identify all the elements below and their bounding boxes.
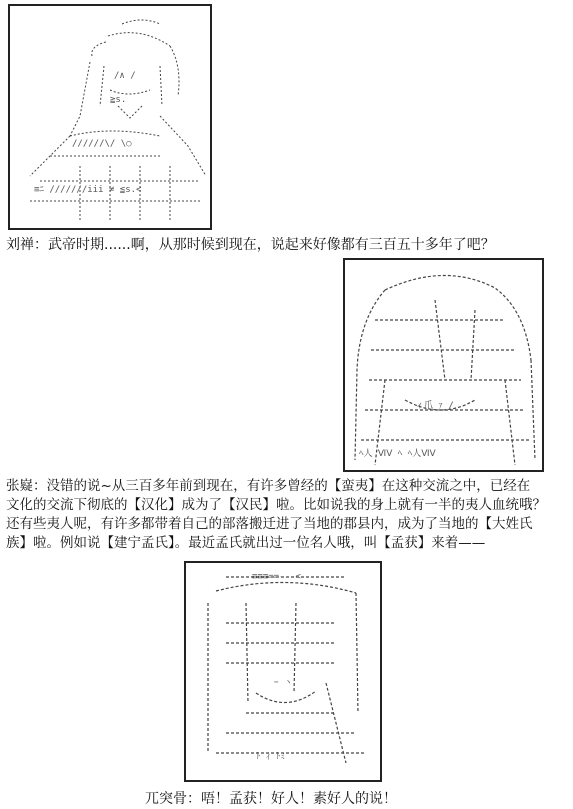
svg-text:ィ爪 ｧ /: ィ爪 ｧ /: [415, 401, 454, 411]
ascii-art-zhang-ni: [345, 260, 542, 470]
caption-zhang-ni-line-3: 还有些夷人呢，有许多都带着自己的部落搬迁进了当地的郡县内，成为了当地的【大姓氏: [6, 516, 533, 532]
svg-text:≡ﾆ ///////iii ≠ ≦s.<: ≡ﾆ ///////iii ≠ ≦s.<: [34, 185, 142, 195]
caption-zhang-ni-line-2: 文化的交流下彻底的【汉化】成为了【汉民】啦。比如说我的身上就有一半的夷人血统哦？: [6, 497, 546, 513]
caption-wutugu: 兀突骨：唔！孟获！好人！素好人的说！: [145, 791, 397, 807]
panel-wutugu: [184, 561, 382, 782]
svg-text:ｰ ヽ: ｰ ヽ: [274, 678, 293, 688]
svg-text://////\/ \○: //////\/ \○: [72, 139, 132, 149]
caption-liu-shan: 刘禅：武帝时期......啊，从那时候到现在，说起来好像都有三百五十多年了吧？: [6, 237, 495, 253]
svg-text:ﾍ人 ⅥⅤ ﾍ ﾍ人ⅥⅤ: ﾍ人 ⅥⅤ ﾍ ﾍ人ⅥⅤ: [359, 449, 436, 459]
ascii-art-wutugu: [186, 563, 380, 780]
caption-zhang-ni-line-4: 族】啦。例如说【建宁孟氏】。最近孟氏就出过一位名人哦，叫【孟获】来着——: [6, 535, 486, 551]
svg-text:ﾄ ｨ ﾄﾐ: ﾄ ｨ ﾄﾐ: [256, 752, 285, 762]
ascii-art-liu-shan: [10, 6, 210, 228]
panel-liu-shan: [8, 4, 212, 230]
panel-zhang-ni: [343, 258, 544, 472]
caption-zhang-ni: [6, 477, 546, 553]
svg-text:/∧ /: /∧ /: [114, 71, 136, 81]
caption-zhang-ni-line-1: 张嶷：没错的说~从三百多年前到现在，有许多曾经的【蛮夷】在这种交流之中，已经在: [6, 478, 531, 494]
svg-text:≧s.: ≧s.: [110, 95, 127, 105]
svg-text:≡≡≡==‐‐‐<: ≡≡≡==‐‐‐<: [252, 572, 301, 582]
